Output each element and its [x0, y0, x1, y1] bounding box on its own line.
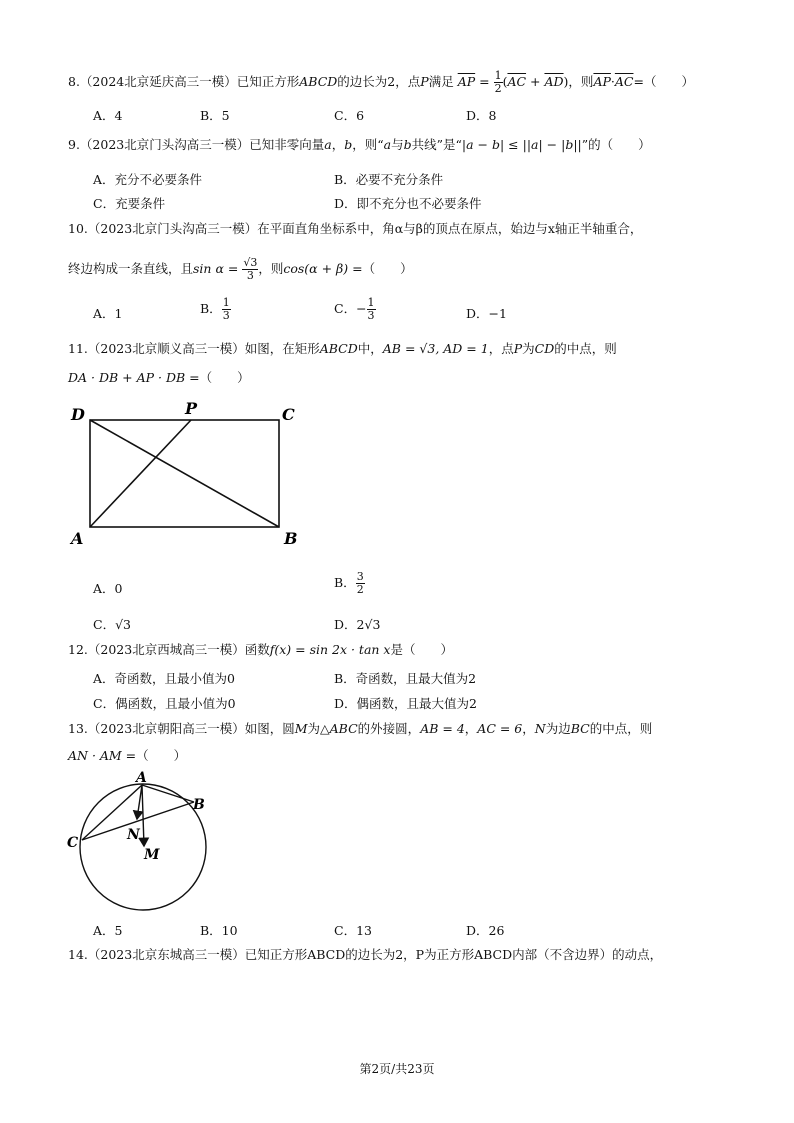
q8-option-b: B．5 — [200, 108, 230, 123]
q11-option-a: A．0 — [93, 581, 123, 596]
label-c: C — [67, 835, 79, 851]
vector-an — [137, 785, 142, 819]
page-footer: 第2页/共23页 — [359, 1062, 435, 1076]
q10-option-d: D．−1 — [466, 306, 507, 321]
q11-rectangle-figure — [68, 398, 328, 558]
q11-stem-line2: DA · DB + AP · DB =（ ） — [68, 370, 250, 385]
q10-option-c: C．− $\frac{1}{3}$ — [334, 296, 375, 322]
q8-option-a: A．4 — [93, 108, 123, 123]
q12-option-d: D．偶函数，且最大值为2 — [334, 696, 477, 711]
q11-option-b: B． $\frac{3}{2}$ — [334, 570, 364, 596]
label-a: A — [136, 770, 147, 786]
q13-circle-figure — [64, 768, 224, 918]
q8-stem: 8.（2024北京延庆高三一模）已知正方形ABCD的边长为2，点P满足 $\overline{AP}$ = $\frac{1}{2}$ $(\overline{AC} + \overline{AD})$，则$\overline{AP}\cdot\overline{AC}=$（ ） — [68, 69, 694, 95]
label-b: B — [193, 797, 205, 813]
label-m: M — [144, 847, 160, 863]
label-p: P — [185, 399, 198, 418]
q8-fraction: $\frac{1}{2}$ — [494, 69, 502, 95]
q13-stem-line1: 13.（2023北京朝阳高三一模）如图，圆M为△ABC的外接圆，AB = 4，AC = 6，N为边BC的中点，则 — [68, 721, 653, 736]
q9-option-c: C．充要条件 — [93, 196, 166, 211]
label-n: N — [127, 827, 140, 843]
q13-stem-line2: AN · AM =（ ） — [68, 748, 187, 763]
q14-stem: 14.（2023北京东城高三一模）已知正方形ABCD的边长为2，P为正方形ABCD内部（不含边界）的动点， — [68, 947, 663, 962]
q10-option-a: A．1 — [93, 306, 123, 321]
vector-am — [142, 785, 144, 846]
q11-option-d: D．2√3 — [334, 617, 381, 632]
q10-stem-line1: 10.（2023北京门头沟高三一模）在平面直角坐标系中，角α与β的顶点在原点，始边与x轴正半轴重合， — [68, 221, 643, 236]
q12-stem: 12.（2023北京西城高三一模）函数f(x) = sin 2x · tan x是（ ） — [68, 642, 453, 657]
q13-option-c: C．13 — [334, 923, 372, 938]
q10-sin-fraction: $\frac{√3}{3}$ — [243, 256, 258, 282]
q9-stem: 9.（2023北京门头沟高三一模）已知非零向量a，b，则“a与b共线”是“|a − b| ≤ ||a| − |b||”的（ ） — [68, 137, 651, 152]
q9-option-d: D．即不充分也不必要条件 — [334, 196, 482, 211]
q12-option-a: A．奇函数，且最小值为0 — [93, 671, 235, 686]
q12-option-b: B．奇函数，且最大值为2 — [334, 671, 477, 686]
side-ab — [142, 785, 194, 802]
q10-stem-line2: 终边构成一条直线，且sin α = $\frac{√3}{3}$ ，则cos(α + β) =（ ） — [68, 256, 413, 282]
q13-option-d: D．26 — [466, 923, 505, 938]
q9-option-b: B．必要不充分条件 — [334, 172, 444, 187]
label-b: B — [284, 529, 298, 548]
q8-option-d: D．8 — [466, 108, 497, 123]
segment-ap — [90, 420, 191, 527]
q8-option-c: C．6 — [334, 108, 365, 123]
q11-stem-line1: 11.（2023北京顺义高三一模）如图，在矩形ABCD中，AB = √3, AD = 1，点P为CD的中点，则 — [68, 341, 617, 356]
q13-option-b: B．10 — [200, 923, 238, 938]
q9-option-a: A．充分不必要条件 — [93, 172, 203, 187]
q12-option-c: C．偶函数，且最小值为0 — [93, 696, 236, 711]
diagonal-db — [90, 420, 279, 527]
q11-option-c: C．√3 — [93, 617, 131, 632]
q10-option-b: B． $\frac{1}{3}$ — [200, 296, 230, 322]
label-a: A — [71, 529, 84, 548]
label-d: D — [71, 405, 85, 424]
label-c: C — [282, 405, 295, 424]
q13-option-a: A．5 — [93, 923, 123, 938]
